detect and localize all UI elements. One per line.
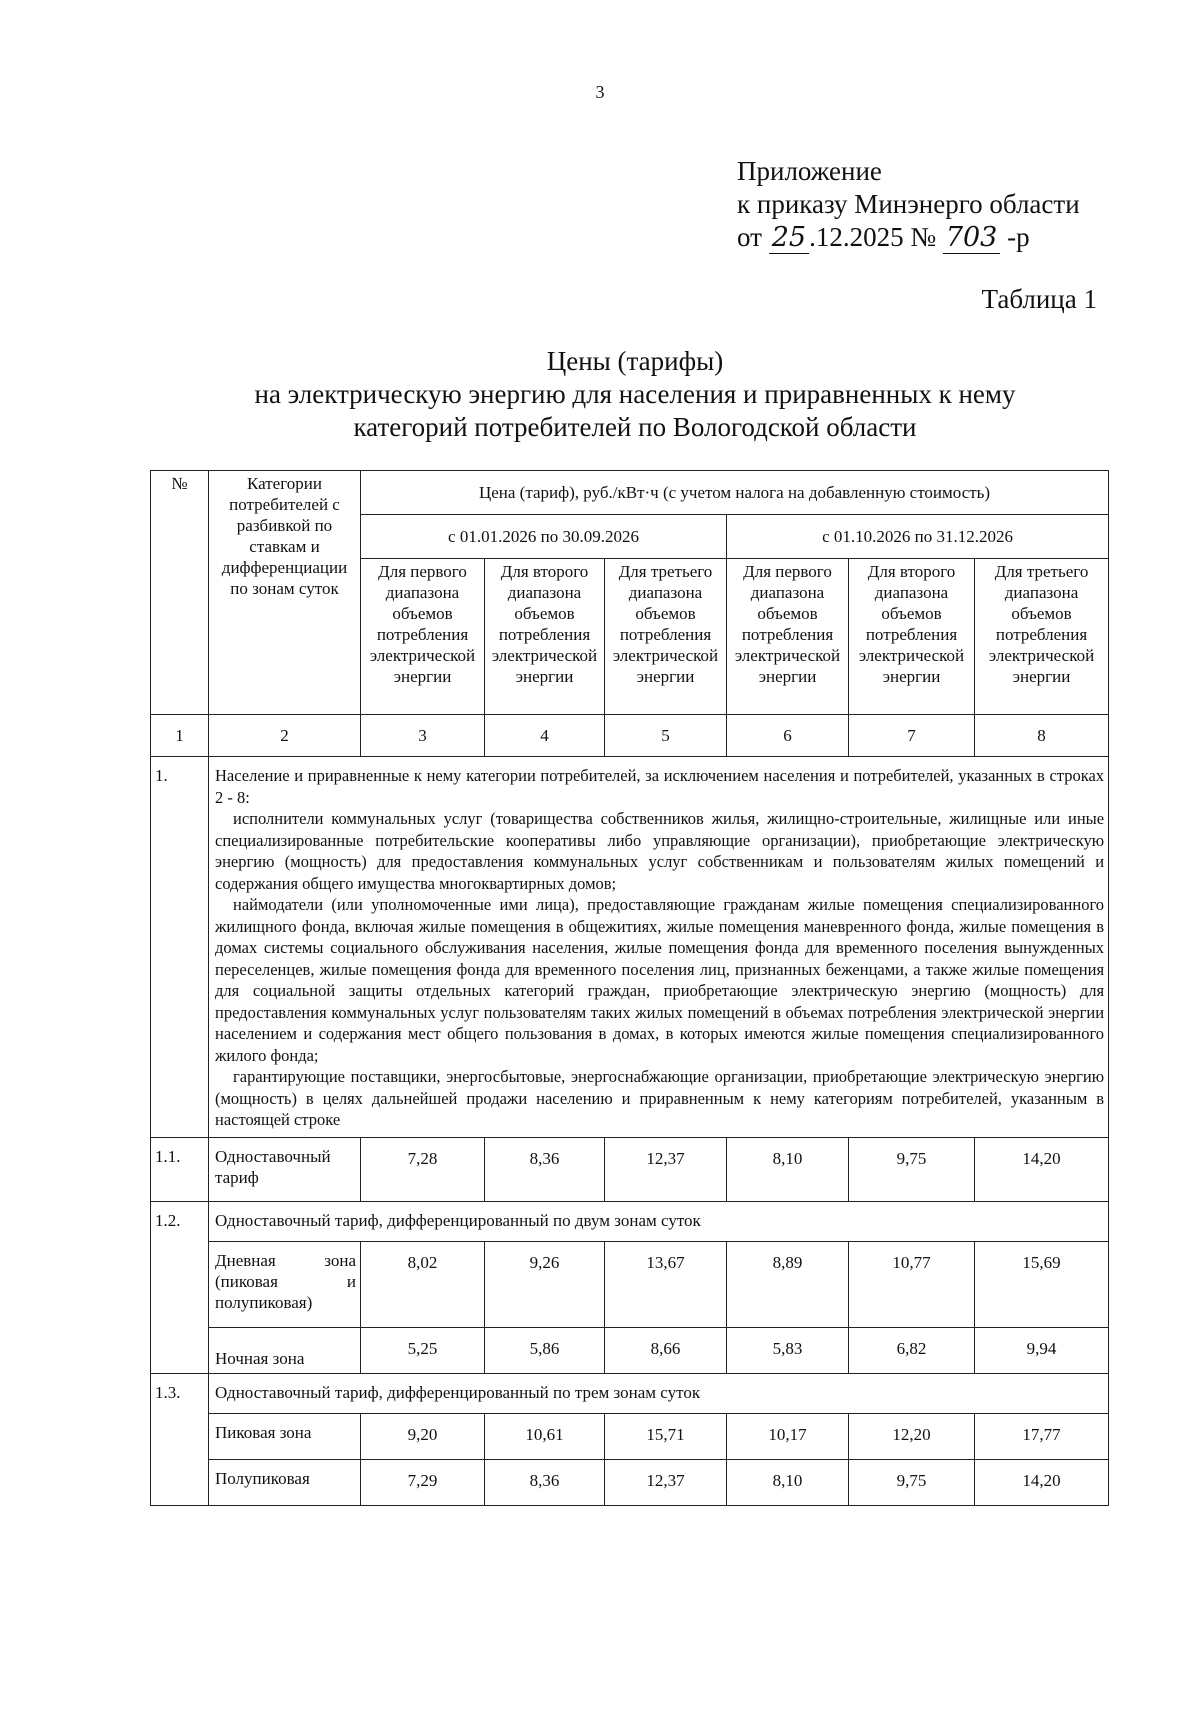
row-label: Одноставочный тариф	[209, 1137, 361, 1201]
tariff-value: 17,77	[975, 1413, 1109, 1459]
row-number: 1.1.	[151, 1137, 209, 1201]
column-number: 8	[975, 715, 1109, 757]
row-subheading: Одноставочный тариф, дифференцированный по двум зонам суток	[209, 1201, 1109, 1241]
tariff-value: 8,89	[727, 1241, 849, 1327]
page-number: 3	[595, 82, 605, 102]
title-line1: Цены (тарифы)	[546, 346, 724, 376]
row1-description	[209, 757, 1109, 1138]
column-number: 5	[605, 715, 727, 757]
row-number: 1.2.	[151, 1201, 209, 1373]
column-number: 7	[849, 715, 975, 757]
date-prefix: от	[737, 222, 769, 252]
tariff-value: 5,25	[361, 1327, 485, 1373]
header-category: Категории потребителей с разбивкой по ставкам и дифференциации по зонам суток	[209, 471, 361, 715]
tariff-value: 14,20	[975, 1459, 1109, 1505]
header-range: Для первого диапазона объемов потребления электрической энергии	[727, 559, 849, 715]
row1-para: исполнители коммунальных услуг (товарищества собственников жилья, жилищно-строительные, жилищные или иные специализированные потребительские кооперативы либо управляющие организации), приобретающие электрическую энергию (мощность) для предоставления коммунальных услуг собственникам и пользователям жилых помещений и содержания общего имущества многоквартирных домов;	[215, 809, 1105, 893]
column-number: 6	[727, 715, 849, 757]
tariff-value: 12,20	[849, 1413, 975, 1459]
tariff-value: 9,94	[975, 1327, 1109, 1373]
tariff-value: 5,83	[727, 1327, 849, 1373]
header-number: №	[151, 471, 209, 715]
tariff-value: 12,37	[605, 1459, 727, 1505]
column-number: 1	[151, 715, 209, 757]
tariff-value: 12,37	[605, 1137, 727, 1201]
tariff-value: 8,02	[361, 1241, 485, 1327]
tariff-value: 8,66	[605, 1327, 727, 1373]
table-label: Таблица 1	[981, 284, 1097, 314]
tariff-value: 10,61	[485, 1413, 605, 1459]
date-day-handwritten: 25	[769, 222, 809, 254]
tariff-value: 10,77	[849, 1241, 975, 1327]
tariff-value: 15,71	[605, 1413, 727, 1459]
title-line2: на электрическую энергию для населения и приравненных к нему	[254, 379, 1016, 409]
tariff-value: 8,36	[485, 1459, 605, 1505]
column-number: 3	[361, 715, 485, 757]
tariff-value: 5,86	[485, 1327, 605, 1373]
row1-para: гарантирующие поставщики, энергосбытовые, энергоснабжающие организации, приобретающие электрическую энергию (мощность) в целях дальнейшей продажи населению и приравненным к нему категориям потребителей, указанным в настоящей строке	[215, 1067, 1105, 1129]
date-rest: .12.2025 №	[809, 222, 943, 252]
tariff-value: 13,67	[605, 1241, 727, 1327]
row-label: Дневная зона (пиковая и полупиковая)	[209, 1241, 361, 1327]
title-line3: категорий потребителей по Вологодской области	[353, 412, 917, 442]
order-suffix: -р	[1000, 222, 1030, 252]
tariff-table	[150, 470, 1109, 1506]
header-range: Для второго диапазона объемов потребления электрической энергии	[485, 559, 605, 715]
tariff-value: 7,29	[361, 1459, 485, 1505]
tariff-value: 6,82	[849, 1327, 975, 1373]
tariff-value: 8,10	[727, 1137, 849, 1201]
tariff-value: 8,10	[727, 1459, 849, 1505]
document-title	[0, 345, 1200, 444]
appendix-line2: к приказу Минэнерго области	[737, 189, 1080, 219]
appendix-line1: Приложение	[737, 156, 882, 186]
header-range: Для третьего диапазона объемов потребления электрической энергии	[975, 559, 1109, 715]
row-label: Полупиковая	[209, 1459, 361, 1505]
row1-para: наймодатели (или уполномоченные ими лица), предоставляющие гражданам жилые помещения специализированного жилищного фонда, включая жилые помещения в общежитиях, жилые помещения маневренного фонда, жилые помещения в домах системы социального обслуживания населения, жилые помещения фонда для временного поселения вынужденных переселенцев, жилые помещения фонда для временного поселения лиц, признанных беженцами, а также жилые помещения для социальной защиты отдельных категорий граждан, приобретающие электрическую энергию (мощность) для предоставления коммунальных услуг пользователям таких жилых помещений в объемах потребления электрической энергии населением и содержания мест общего пользования в домах, в которых имеются жилые помещения специализированного жилого фонда;	[215, 895, 1105, 1065]
column-number: 2	[209, 715, 361, 757]
row-label: Пиковая зона	[209, 1413, 361, 1459]
appendix-block	[737, 155, 1080, 254]
tariff-value: 9,20	[361, 1413, 485, 1459]
tariff-value: 9,26	[485, 1241, 605, 1327]
tariff-value: 9,75	[849, 1137, 975, 1201]
header-range: Для третьего диапазона объемов потребления электрической энергии	[605, 559, 727, 715]
tariff-value: 7,28	[361, 1137, 485, 1201]
header-range: Для первого диапазона объемов потребления электрической энергии	[361, 559, 485, 715]
row-subheading: Одноставочный тариф, дифференцированный по трем зонам суток	[209, 1373, 1109, 1413]
header-period-2: с 01.10.2026 по 31.12.2026	[727, 515, 1109, 559]
order-number-handwritten: 703	[943, 222, 1001, 254]
row1-para: Население и приравненные к нему категории потребителей, за исключением населения и потребителей, указанных в строках 2 - 8:	[215, 766, 1105, 807]
tariff-value: 15,69	[975, 1241, 1109, 1327]
row-number: 1.	[151, 757, 209, 1138]
row-label: Ночная зона	[209, 1327, 361, 1373]
tariff-value: 8,36	[485, 1137, 605, 1201]
tariff-value: 10,17	[727, 1413, 849, 1459]
row-number: 1.3.	[151, 1373, 209, 1505]
header-range: Для второго диапазона объемов потребления электрической энергии	[849, 559, 975, 715]
header-period-1: с 01.01.2026 по 30.09.2026	[361, 515, 727, 559]
header-price: Цена (тариф), руб./кВт·ч (с учетом налога на добавленную стоимость)	[361, 471, 1109, 515]
tariff-value: 14,20	[975, 1137, 1109, 1201]
column-number: 4	[485, 715, 605, 757]
tariff-value: 9,75	[849, 1459, 975, 1505]
appendix-date-line	[737, 221, 1080, 254]
